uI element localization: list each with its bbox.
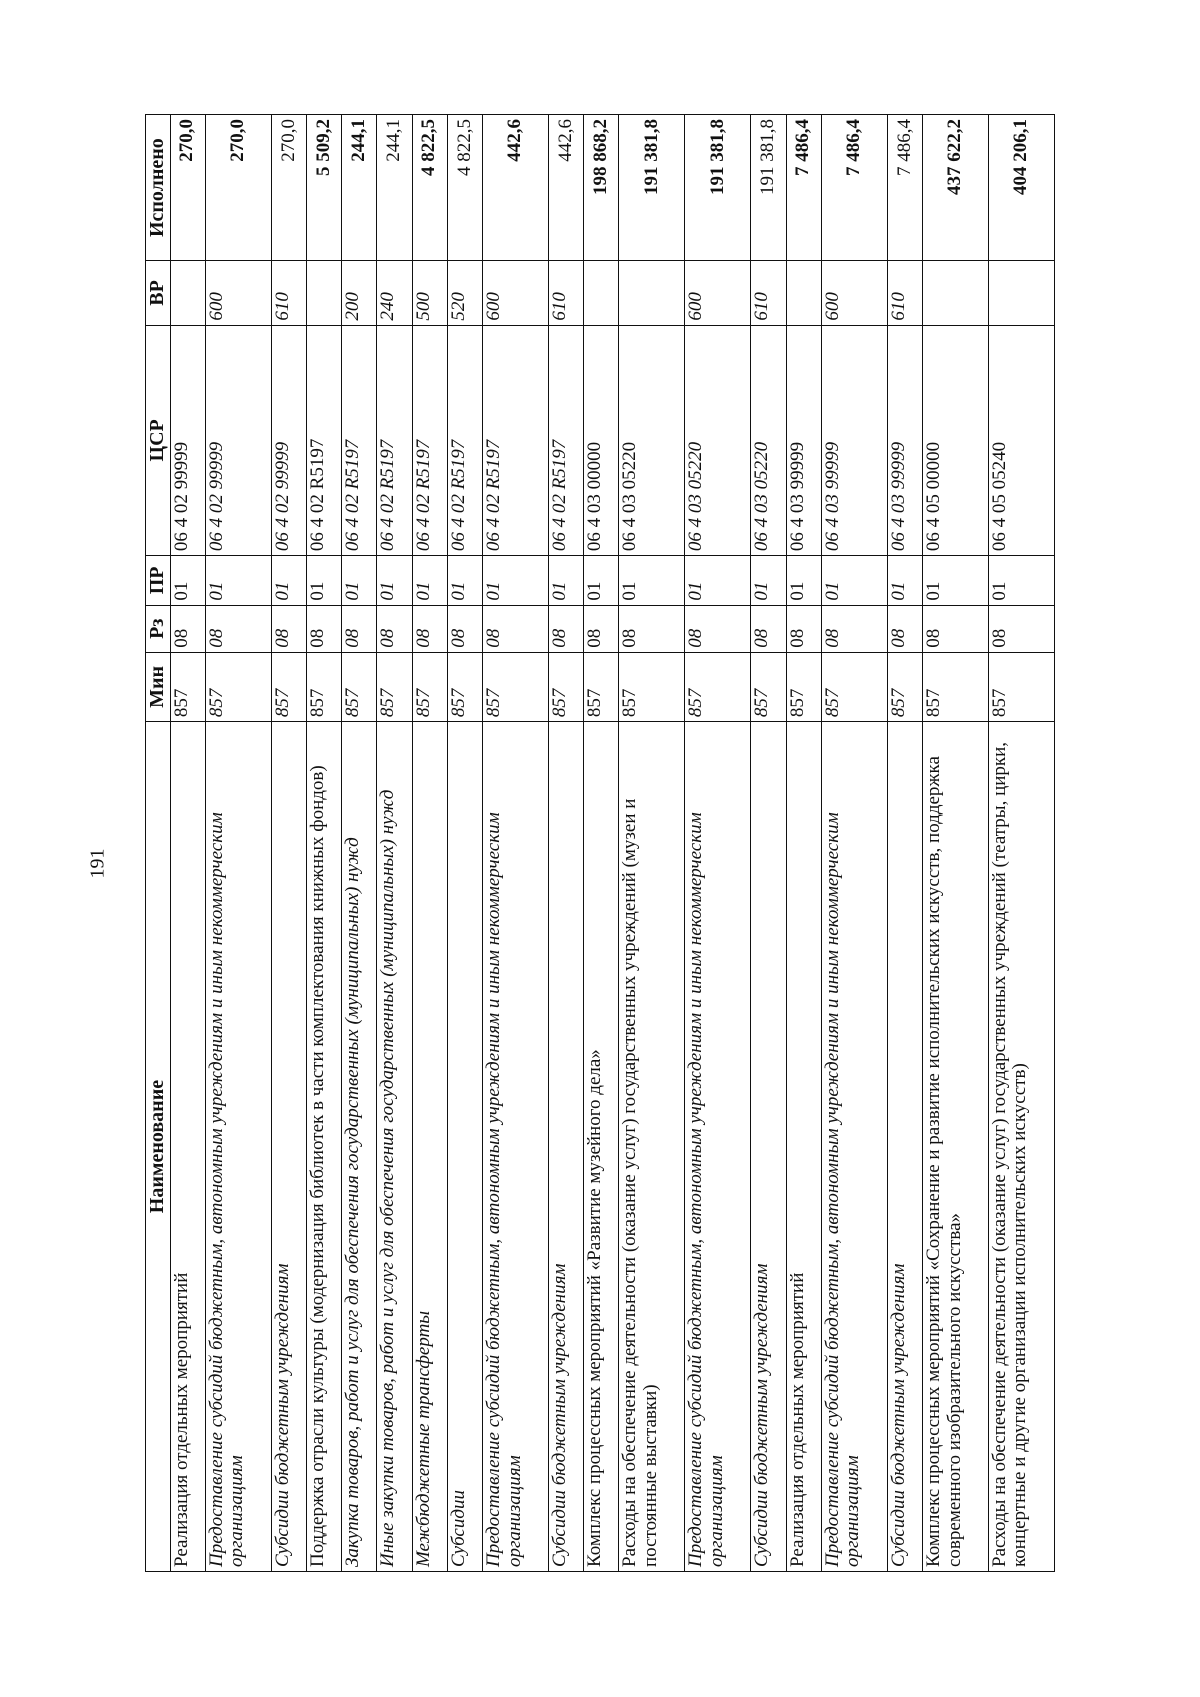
cell-name: Закупка товаров, работ и услуг для обеспечения государственных (муниципальных) нужд — [342, 722, 377, 1572]
cell-pr: 01 — [786, 556, 821, 606]
cell-name: Иные закупки товаров, работ и услуг для обеспечения государственных (муниципальных) нужд — [377, 722, 412, 1572]
cell-pr: 01 — [549, 556, 584, 606]
cell-rz: 08 — [685, 605, 751, 652]
header-csr: ЦСР — [146, 325, 171, 555]
cell-pr: 01 — [271, 556, 306, 606]
cell-min: 857 — [751, 652, 786, 721]
cell-min: 857 — [988, 652, 1054, 721]
cell-vr: 600 — [483, 261, 549, 325]
cell-name: Субсидии бюджетным учреждениям — [271, 722, 306, 1572]
cell-done: 191 381,8 — [619, 115, 685, 261]
cell-min: 857 — [342, 652, 377, 721]
cell-min: 857 — [887, 652, 922, 721]
cell-min: 857 — [584, 652, 619, 721]
cell-csr: 06 4 02 R5197 — [483, 325, 549, 555]
cell-csr: 06 4 02 R5197 — [306, 325, 341, 555]
cell-vr: 610 — [549, 261, 584, 325]
cell-rz: 08 — [271, 605, 306, 652]
cell-done: 437 622,2 — [922, 115, 988, 261]
cell-done: 4 822,5 — [447, 115, 482, 261]
cell-pr: 01 — [483, 556, 549, 606]
cell-done: 191 381,8 — [751, 115, 786, 261]
cell-name: Реализация отдельных мероприятий — [170, 722, 205, 1572]
cell-rz: 08 — [549, 605, 584, 652]
cell-rz: 08 — [751, 605, 786, 652]
cell-name: Комплекс процессных мероприятий «Сохранение и развитие исполнительских искусств, поддержка современного изобразительного искусства» — [922, 722, 988, 1572]
cell-name: Субсидии бюджетным учреждениям — [549, 722, 584, 1572]
cell-min: 857 — [205, 652, 271, 721]
cell-csr: 06 4 03 99999 — [821, 325, 887, 555]
cell-done: 244,1 — [342, 115, 377, 261]
table-row — [342, 115, 377, 1572]
cell-csr: 06 4 02 R5197 — [549, 325, 584, 555]
cell-name: Предоставление субсидий бюджетным, автономным учреждениям и иным некоммерческим организациям — [205, 722, 271, 1572]
cell-min: 857 — [170, 652, 205, 721]
table-row — [751, 115, 786, 1572]
cell-pr: 01 — [342, 556, 377, 606]
cell-csr: 06 4 03 99999 — [786, 325, 821, 555]
cell-vr — [786, 261, 821, 325]
cell-rz: 08 — [342, 605, 377, 652]
cell-done: 270,0 — [205, 115, 271, 261]
cell-done: 198 868,2 — [584, 115, 619, 261]
table-row — [205, 115, 271, 1572]
cell-pr: 01 — [988, 556, 1054, 606]
cell-vr — [988, 261, 1054, 325]
cell-rz: 08 — [584, 605, 619, 652]
cell-rz: 08 — [786, 605, 821, 652]
cell-name: Субсидии бюджетным учреждениям — [887, 722, 922, 1572]
cell-csr: 06 4 02 99999 — [170, 325, 205, 555]
table-row — [412, 115, 447, 1572]
table-row — [786, 115, 821, 1572]
cell-vr — [170, 261, 205, 325]
cell-name: Предоставление субсидий бюджетным, автономным учреждениям и иным некоммерческим организациям — [483, 722, 549, 1572]
cell-vr: 610 — [271, 261, 306, 325]
cell-csr: 06 4 02 R5197 — [447, 325, 482, 555]
cell-csr: 06 4 03 00000 — [584, 325, 619, 555]
cell-done: 7 486,4 — [821, 115, 887, 261]
cell-done: 191 381,8 — [685, 115, 751, 261]
cell-min: 857 — [412, 652, 447, 721]
cell-vr: 200 — [342, 261, 377, 325]
cell-csr: 06 4 03 05220 — [751, 325, 786, 555]
cell-pr: 01 — [685, 556, 751, 606]
cell-csr: 06 4 03 05220 — [619, 325, 685, 555]
cell-name: Расходы на обеспечение деятельности (оказание услуг) государственных учреждений (музеи и постоянные выставки) — [619, 722, 685, 1572]
cell-name: Субсидии — [447, 722, 482, 1572]
cell-done: 404 206,1 — [988, 115, 1054, 261]
cell-min: 857 — [821, 652, 887, 721]
cell-name: Комплекс процессных мероприятий «Развитие музейного дела» — [584, 722, 619, 1572]
cell-done: 4 822,5 — [412, 115, 447, 261]
cell-csr: 06 4 02 99999 — [205, 325, 271, 555]
table-row — [821, 115, 887, 1572]
cell-csr: 06 4 03 99999 — [887, 325, 922, 555]
cell-name: Предоставление субсидий бюджетным, автономным учреждениям и иным некоммерческим организациям — [685, 722, 751, 1572]
cell-pr: 01 — [821, 556, 887, 606]
budget-table — [145, 114, 1055, 1572]
cell-rz: 08 — [412, 605, 447, 652]
table-row — [619, 115, 685, 1572]
table-row — [447, 115, 482, 1572]
cell-min: 857 — [483, 652, 549, 721]
header-min: Мин — [146, 652, 171, 721]
cell-pr: 01 — [619, 556, 685, 606]
cell-pr: 01 — [751, 556, 786, 606]
cell-name: Субсидии бюджетным учреждениям — [751, 722, 786, 1572]
cell-min: 857 — [619, 652, 685, 721]
header-done: Исполнено — [146, 115, 171, 261]
table-row — [685, 115, 751, 1572]
cell-min: 857 — [786, 652, 821, 721]
cell-min: 857 — [306, 652, 341, 721]
table-row — [584, 115, 619, 1572]
cell-name: Предоставление субсидий бюджетным, автономным учреждениям и иным некоммерческим организациям — [821, 722, 887, 1572]
cell-vr — [306, 261, 341, 325]
cell-name: Расходы на обеспечение деятельности (оказание услуг) государственных учреждений (театры, цирки, концертные и другие организации исполнительских искусств) — [988, 722, 1054, 1572]
table-row — [922, 115, 988, 1572]
table-row — [271, 115, 306, 1572]
cell-rz: 08 — [306, 605, 341, 652]
table-row — [988, 115, 1054, 1572]
cell-rz: 08 — [483, 605, 549, 652]
cell-done: 7 486,4 — [786, 115, 821, 261]
cell-done: 270,0 — [170, 115, 205, 261]
cell-done: 270,0 — [271, 115, 306, 261]
table-row — [377, 115, 412, 1572]
cell-rz: 08 — [988, 605, 1054, 652]
cell-done: 244,1 — [377, 115, 412, 261]
table-row — [306, 115, 341, 1572]
cell-done: 442,6 — [483, 115, 549, 261]
cell-name: Межбюджетные трансферты — [412, 722, 447, 1572]
header-vr: ВР — [146, 261, 171, 325]
cell-vr — [584, 261, 619, 325]
cell-done: 7 486,4 — [887, 115, 922, 261]
header-rz: Рз — [146, 605, 171, 652]
cell-pr: 01 — [447, 556, 482, 606]
cell-pr: 01 — [922, 556, 988, 606]
cell-rz: 08 — [922, 605, 988, 652]
rotated-table-container — [145, 114, 1055, 1572]
cell-csr: 06 4 02 R5197 — [377, 325, 412, 555]
cell-pr: 01 — [584, 556, 619, 606]
cell-pr: 01 — [377, 556, 412, 606]
cell-min: 857 — [549, 652, 584, 721]
cell-pr: 01 — [887, 556, 922, 606]
cell-csr: 06 4 05 00000 — [922, 325, 988, 555]
cell-vr: 600 — [821, 261, 887, 325]
cell-pr: 01 — [412, 556, 447, 606]
cell-min: 857 — [922, 652, 988, 721]
table-row — [887, 115, 922, 1572]
cell-min: 857 — [377, 652, 412, 721]
cell-vr: 610 — [887, 261, 922, 325]
cell-rz: 08 — [447, 605, 482, 652]
cell-vr: 610 — [751, 261, 786, 325]
cell-rz: 08 — [887, 605, 922, 652]
cell-rz: 08 — [377, 605, 412, 652]
cell-name: Реализация отдельных мероприятий — [786, 722, 821, 1572]
cell-done: 442,6 — [549, 115, 584, 261]
cell-vr: 600 — [205, 261, 271, 325]
cell-vr — [619, 261, 685, 325]
header-name: Наименование — [146, 722, 171, 1572]
cell-vr: 500 — [412, 261, 447, 325]
header-row — [146, 115, 171, 1572]
cell-rz: 08 — [205, 605, 271, 652]
table-row — [170, 115, 205, 1572]
cell-csr: 06 4 02 R5197 — [412, 325, 447, 555]
cell-csr: 06 4 05 05240 — [988, 325, 1054, 555]
page-number: 191 — [86, 848, 109, 879]
cell-csr: 06 4 03 05220 — [685, 325, 751, 555]
cell-name: Поддержка отрасли культуры (модернизация библиотек в части комплектования книжных фондов) — [306, 722, 341, 1572]
cell-min: 857 — [447, 652, 482, 721]
table-row — [549, 115, 584, 1572]
cell-rz: 08 — [619, 605, 685, 652]
header-pr: ПР — [146, 556, 171, 606]
cell-vr — [922, 261, 988, 325]
cell-rz: 08 — [821, 605, 887, 652]
cell-done: 5 509,2 — [306, 115, 341, 261]
cell-pr: 01 — [205, 556, 271, 606]
cell-csr: 06 4 02 R5197 — [342, 325, 377, 555]
cell-csr: 06 4 02 99999 — [271, 325, 306, 555]
cell-vr: 600 — [685, 261, 751, 325]
cell-min: 857 — [271, 652, 306, 721]
cell-rz: 08 — [170, 605, 205, 652]
table-row — [483, 115, 549, 1572]
cell-pr: 01 — [170, 556, 205, 606]
cell-pr: 01 — [306, 556, 341, 606]
cell-min: 857 — [685, 652, 751, 721]
cell-vr: 240 — [377, 261, 412, 325]
cell-vr: 520 — [447, 261, 482, 325]
